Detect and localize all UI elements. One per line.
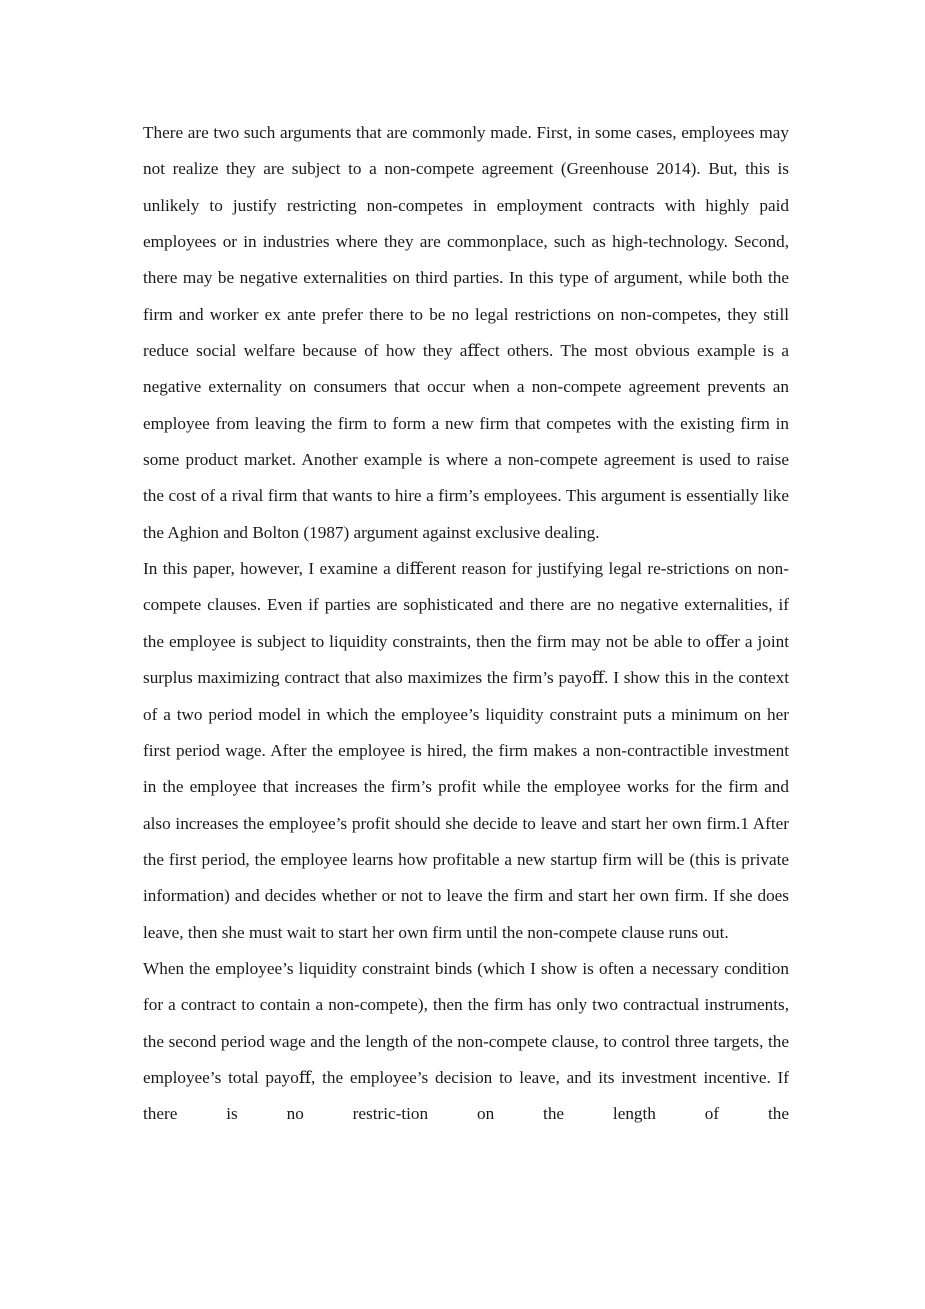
body-text xyxy=(143,115,789,1133)
paragraph-liquidity-reason: In this paper, however, I examine a diﬀerent reason for justifying legal re-strictions on non-compete clauses. Even if parties are sophisticated and there are no negative externalities, if the employee is subject to liquidity constraints, then the firm may not be able to oﬀer a joint surplus maximizing contract that also maximizes the firm’s payoﬀ. I show this in the context of a two period model in which the employee’s liquidity constraint puts a minimum on her first period wage. After the employee is hired, the firm makes a non-contractible investment in the employee that increases the firm’s profit while the employee works for the firm and also increases the employee’s profit should she decide to leave and start her own firm.1 After the first period, the employee learns how profitable a new startup firm will be (this is private information) and decides whether or not to leave the firm and start her own firm. If she does leave, then she must wait to start her own firm until the non-compete clause runs out. xyxy=(143,559,789,942)
paragraph-liquidity-constraint: When the employee’s liquidity constraint binds (which I show is often a necessary condition for a contract to contain a non-compete), then the firm has only two contractual instruments, the second period wage and the length of the non-compete clause, to control three targets, the employee’s total payoﬀ, the employee’s decision to leave, and its investment incentive. If there is no restric-tion on the length of the xyxy=(143,958,789,1124)
paragraph-arguments: There are two such arguments that are commonly made. First, in some cases, employees may not realize they are subject to a non-compete agreement (Greenhouse 2014). But, this is unlikely to justify restricting non-competes in employment contracts with highly paid employees or in industries where they are commonplace, such as high-technology. Second, there may be negative externalities on third parties. In this type of argument, while both the firm and worker ex ante prefer there to be no legal restrictions on non-competes, they still reduce social welfare because of how they aﬀect others. The most obvious example is a negative externality on consumers that occur when a non-compete agreement prevents an employee from leaving the firm to form a new firm that competes with the existing firm in some product market. Another example is where a non-compete agreement is used to raise the cost of a rival firm that wants to hire a firm’s employees. This argument is essentially like the Aghion and Bolton (1987) argument against exclusive dealing. xyxy=(143,123,789,542)
